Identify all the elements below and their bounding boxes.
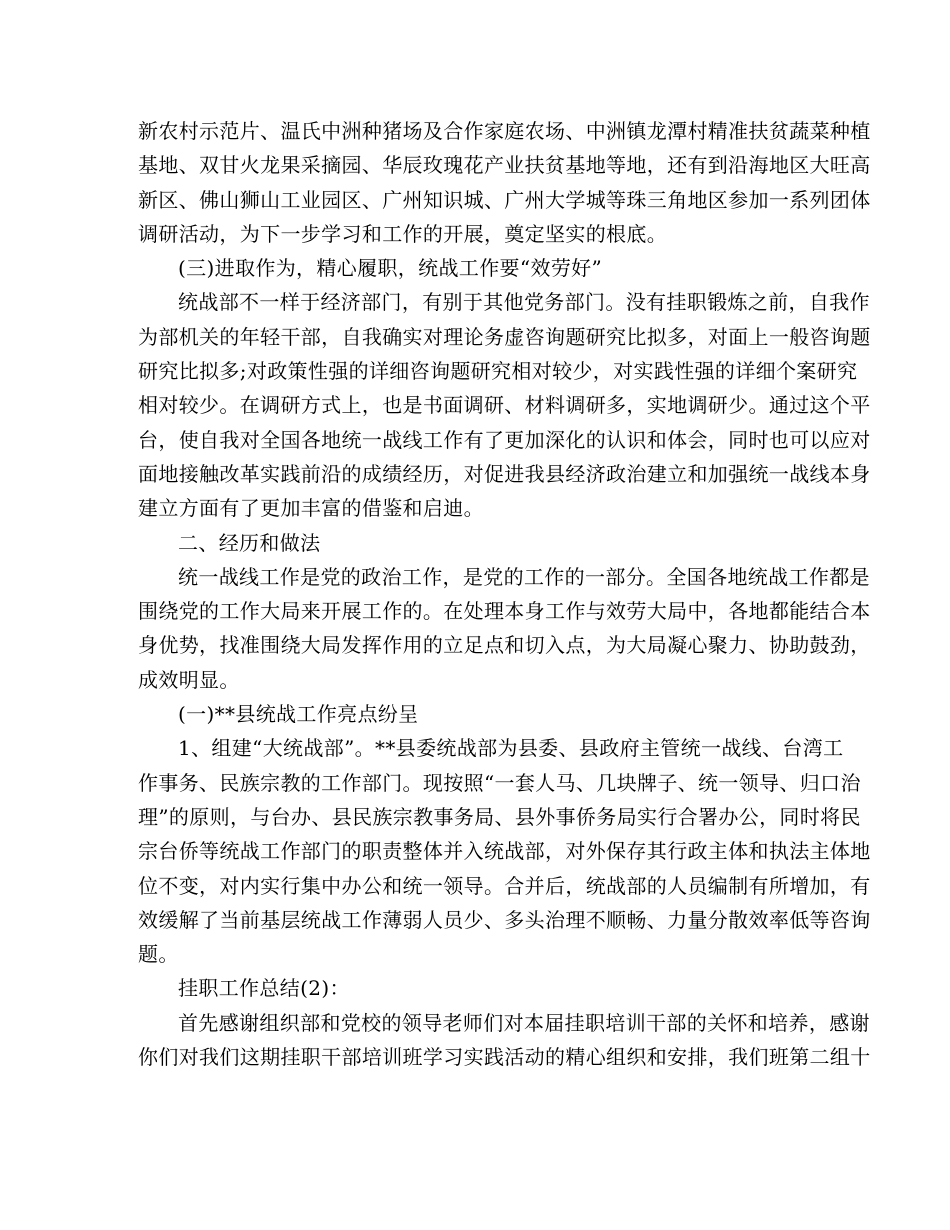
text-line: 为部机关的年轻干部，自我确实对理论务虚咨询题研究比拟多，对面上一般咨询题 [138,324,871,349]
text-line: 挂职工作总结(2)： [178,976,350,1001]
text-line: 建立方面有了更加丰富的借鉴和启迪。 [138,496,484,521]
text-line: 新农村示范片、温氏中洲种猪场及合作家庭农场、中洲镇龙潭村精准扶贫蔬菜种植 [138,119,871,143]
text-line: 宗台侨等统战工作部门的职责整体并入统战部，对外保存其行政主体和执法主体地 [138,839,871,864]
text-line: (一)**县统战工作亮点纷呈 [178,702,419,727]
text-line: 新区、佛山狮山工业园区、广州知识城、广州大学城等珠三角地区参加一系列团体 [138,187,871,212]
text-line: 身优势，找准围绕大局发挥作用的立足点和切入点，为大局凝心聚力、协助鼓劲， [138,633,871,658]
text-line: 作事务、民族宗教的工作部门。现按照“一套人马、几块牌子、统一领导、归口治 [138,770,861,795]
text-line: (三)进取作为，精心履职，统战工作要“效劳好” [178,256,603,281]
document-body [138,114,871,1074]
text-line: 效缓解了当前基层统战工作薄弱人员少、多头治理不顺畅、力量分散效率低等咨询 [138,907,871,932]
text-line: 调研活动，为下一步学习和工作的开展，奠定坚实的根底。 [138,221,668,246]
text-line: 统战部不一样于经济部门，有别于其他党务部门。没有挂职锻炼之前，自我作 [178,290,870,315]
text-line: 围绕党的工作大局来开展工作的。在处理本身工作与效劳大局中，各地都能结合本 [138,599,871,624]
text-line: 统一战线工作是党的政治工作，是党的工作的一部分。全国各地统战工作都是 [178,564,870,589]
text-line: 相对较少。在调研方式上，也是书面调研、材料调研多，实地调研少。通过这个平 [138,393,871,418]
text-line: 首先感谢组织部和党校的领导老师们对本届挂职培训干部的关怀和培养，感谢 [178,1010,870,1035]
text-line: 1、组建“大统战部”。**县委统战部为县委、县政府主管统一战线、台湾工 [178,736,844,761]
text-line: 位不变，对内实行集中办公和统一领导。合并后，统战部的人员编制有所增加，有 [138,873,871,898]
text-line: 基地、双甘火龙果采摘园、华辰玫瑰花产业扶贫基地等地，还有到沿海地区大旺高 [138,153,871,178]
text-line: 理”的原则，与台办、县民族宗教事务局、县外事侨务局实行合署办公，同时将民 [138,804,861,829]
text-line: 题。 [138,942,179,967]
text-line: 成效明显。 [138,667,240,692]
text-line: 台，使自我对全国各地统一战线工作有了更加深化的认识和体会，同时也可以应对 [138,427,871,452]
text-line: 研究比拟多;对政策性强的详细咨询题研究相对较少，对实践性强的详细个案研究 [138,359,858,384]
text-line: 面地接触改革实践前沿的成绩经历，对促进我县经济政治建立和加强统一战线本身 [138,461,871,486]
text-line: 二、经历和做法 [178,530,321,555]
text-line: 你们对我们这期挂职干部培训班学习实践活动的精心组织和安排，我们班第二组十 [138,1045,871,1070]
